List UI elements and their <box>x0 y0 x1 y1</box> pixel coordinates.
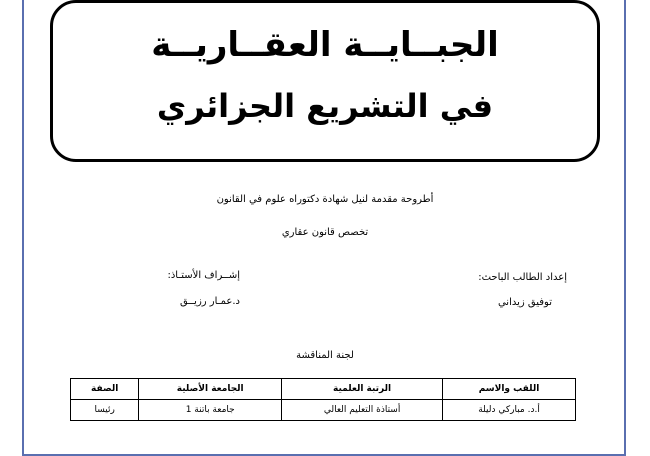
jury-member-name: أ.د. مباركي دليلة <box>443 400 576 421</box>
supervisor-name: د.عمـار رزيــق <box>179 296 240 307</box>
jury-member-university: جامعة باتنة 1 <box>139 400 282 421</box>
thesis-title-line-1: الجبــايــة العقــاريــة <box>151 25 499 65</box>
jury-heading: لجنة المناقشة <box>296 350 354 361</box>
thesis-title-line-2: في التشريع الجزائري <box>156 87 494 125</box>
supervisor-label: إشــراف الأستـاذ: <box>167 270 240 281</box>
column-header-university: الجامعة الأصلية <box>139 379 282 400</box>
column-header-name: اللقب والاسم <box>443 379 576 400</box>
jury-member-role: رئيسا <box>71 400 139 421</box>
column-header-rank: الرتبة العلمية <box>282 379 443 400</box>
jury-table <box>70 378 576 421</box>
table-row <box>71 400 576 421</box>
jury-member-rank: أستاذة التعليم العالي <box>282 400 443 421</box>
thesis-description: أطروحة مقدمة لنيل شهادة دكتوراه علوم في القانون <box>216 194 434 205</box>
preparer-label: إعداد الطالب الباحث: <box>478 272 567 283</box>
title-box <box>50 0 600 162</box>
jury-table-header-row <box>71 379 576 400</box>
thesis-specialty: تخصص قانون عقاري <box>281 227 369 238</box>
preparer-name: توفيق زيداني <box>497 297 552 308</box>
column-header-role: الصفة <box>71 379 139 400</box>
